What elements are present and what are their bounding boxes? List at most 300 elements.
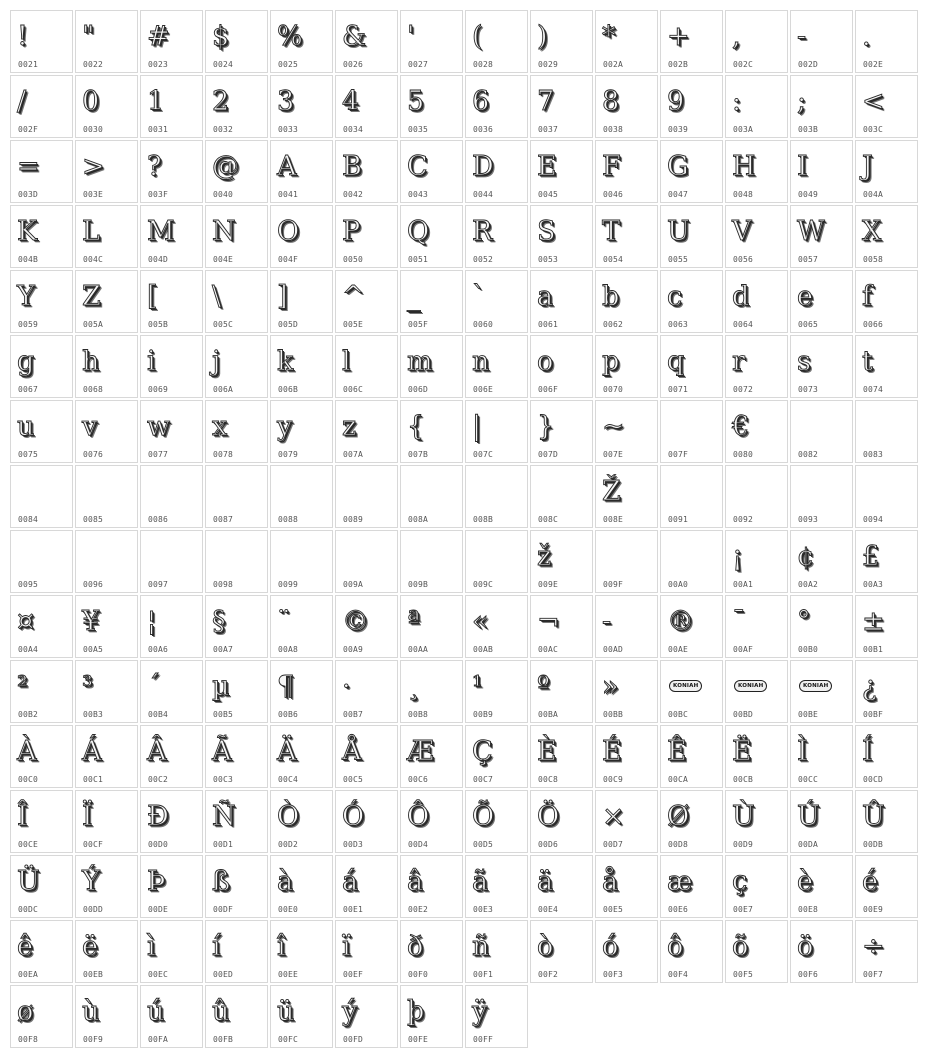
glyph-char: m bbox=[407, 346, 433, 377]
glyph-code: 006D bbox=[408, 385, 429, 394]
glyph-code: 0099 bbox=[278, 580, 299, 589]
glyph-char: g bbox=[17, 346, 35, 377]
glyph-cell bbox=[140, 790, 203, 853]
glyph-code: 005C bbox=[213, 320, 234, 329]
glyph-code: 0074 bbox=[863, 385, 884, 394]
glyph-char: l bbox=[342, 346, 351, 377]
glyph-cell bbox=[10, 725, 73, 788]
glyph-cell bbox=[595, 400, 658, 463]
glyph-code: 009F bbox=[603, 580, 624, 589]
glyph-char: æ bbox=[667, 866, 693, 897]
glyph-code: 00B2 bbox=[18, 710, 39, 719]
glyph-char: ø bbox=[17, 996, 34, 1027]
glyph-char: Ú bbox=[797, 801, 820, 832]
glyph-code: 00DA bbox=[798, 840, 819, 849]
glyph-code: 00DE bbox=[148, 905, 169, 914]
glyph-code: 0057 bbox=[798, 255, 819, 264]
glyph-code: 0043 bbox=[408, 190, 429, 199]
glyph-code: 00C9 bbox=[603, 775, 624, 784]
glyph-char: Ü bbox=[17, 866, 40, 897]
glyph-char: à bbox=[277, 866, 294, 897]
glyph-code: 009A bbox=[343, 580, 364, 589]
glyph-cell bbox=[140, 595, 203, 658]
glyph-code: 00D7 bbox=[603, 840, 624, 849]
glyph-cell bbox=[205, 790, 268, 853]
glyph-cell bbox=[725, 725, 788, 788]
glyph-cell bbox=[595, 595, 658, 658]
glyph-char: 5 bbox=[407, 86, 425, 117]
glyph-cell bbox=[660, 530, 723, 593]
glyph-code: 00B1 bbox=[863, 645, 884, 654]
glyph-code: 0021 bbox=[18, 60, 39, 69]
glyph-code: 00F2 bbox=[538, 970, 559, 979]
glyph-cell bbox=[205, 270, 268, 333]
glyph-cell bbox=[530, 335, 593, 398]
glyph-cell bbox=[140, 270, 203, 333]
glyph-code: 009C bbox=[473, 580, 494, 589]
glyph-cell bbox=[270, 725, 333, 788]
glyph-char: - bbox=[602, 606, 612, 637]
glyph-cell bbox=[75, 75, 138, 138]
glyph-code: 0063 bbox=[668, 320, 689, 329]
glyph-code: 0082 bbox=[798, 450, 819, 459]
glyph-code: 00E7 bbox=[733, 905, 754, 914]
glyph-cell bbox=[75, 140, 138, 203]
glyph-char: ¸ bbox=[407, 671, 421, 702]
glyph-char: · bbox=[342, 671, 351, 702]
glyph-cell bbox=[10, 660, 73, 723]
glyph-char: ¨ bbox=[277, 606, 291, 637]
glyph-code: 00F4 bbox=[668, 970, 689, 979]
glyph-char: µ bbox=[212, 671, 230, 702]
glyph-char: þ bbox=[407, 996, 425, 1027]
glyph-char: 6 bbox=[472, 86, 490, 117]
glyph-code: 005D bbox=[278, 320, 299, 329]
glyph-char: ü bbox=[277, 996, 295, 1027]
glyph-char: = bbox=[17, 151, 40, 182]
glyph-cell bbox=[855, 335, 918, 398]
glyph-code: 00A6 bbox=[148, 645, 169, 654]
glyph-char: ¢ bbox=[797, 541, 815, 572]
glyph-code: 005B bbox=[148, 320, 169, 329]
glyph-char: e bbox=[797, 281, 813, 312]
glyph-char: " bbox=[82, 21, 95, 52]
glyph-code: 00C4 bbox=[278, 775, 299, 784]
glyph-code: 00BC bbox=[668, 710, 689, 719]
glyph-cell bbox=[335, 75, 398, 138]
glyph-cell bbox=[595, 270, 658, 333]
glyph-cell bbox=[75, 400, 138, 463]
glyph-char: 9 bbox=[667, 86, 685, 117]
glyph-char: s bbox=[797, 346, 811, 377]
glyph-cell bbox=[205, 530, 268, 593]
glyph-code: 0092 bbox=[733, 515, 754, 524]
glyph-cell bbox=[335, 205, 398, 268]
glyph-cell bbox=[10, 335, 73, 398]
glyph-code: 006A bbox=[213, 385, 234, 394]
glyph-code: 0088 bbox=[278, 515, 299, 524]
glyph-code: 006C bbox=[343, 385, 364, 394]
glyph-cell bbox=[75, 920, 138, 983]
glyph-cell bbox=[400, 10, 463, 73]
glyph-code: 00C5 bbox=[343, 775, 364, 784]
glyph-cell bbox=[205, 660, 268, 723]
glyph-cell bbox=[855, 270, 918, 333]
glyph-cell bbox=[595, 465, 658, 528]
glyph-code: 0038 bbox=[603, 125, 624, 134]
glyph-code: 002E bbox=[863, 60, 884, 69]
glyph-char: ' bbox=[407, 21, 415, 52]
glyph-cell bbox=[660, 335, 723, 398]
glyph-cell bbox=[595, 205, 658, 268]
glyph-char: Ð bbox=[147, 801, 169, 832]
glyph-char: Ó bbox=[342, 801, 365, 832]
glyph-code: 0046 bbox=[603, 190, 624, 199]
glyph-cell bbox=[855, 400, 918, 463]
glyph-cell bbox=[10, 140, 73, 203]
glyph-code: 0094 bbox=[863, 515, 884, 524]
glyph-code: 00A0 bbox=[668, 580, 689, 589]
glyph-code: 0045 bbox=[538, 190, 559, 199]
glyph-cell bbox=[855, 725, 918, 788]
glyph-code: 00CE bbox=[18, 840, 39, 849]
glyph-char: Ñ bbox=[212, 801, 236, 832]
glyph-code: 00FC bbox=[278, 1035, 299, 1044]
glyph-char: Ù bbox=[732, 801, 755, 832]
glyph-char: ì bbox=[147, 931, 156, 962]
glyph-cell bbox=[140, 855, 203, 918]
glyph-code: 0035 bbox=[408, 125, 429, 134]
glyph-char: È bbox=[537, 736, 557, 767]
glyph-cell bbox=[465, 75, 528, 138]
glyph-char: P bbox=[342, 216, 361, 247]
glyph-code: 00B9 bbox=[473, 710, 494, 719]
glyph-code: 002B bbox=[668, 60, 689, 69]
glyph-cell bbox=[75, 790, 138, 853]
glyph-char: ¦ bbox=[147, 606, 157, 637]
glyph-code: 0096 bbox=[83, 580, 104, 589]
glyph-code: 006E bbox=[473, 385, 494, 394]
glyph-cell bbox=[660, 400, 723, 463]
glyph-code: 008C bbox=[538, 515, 559, 524]
glyph-code: 00C1 bbox=[83, 775, 104, 784]
glyph-cell bbox=[400, 465, 463, 528]
glyph-char: £ bbox=[862, 541, 880, 572]
glyph-cell bbox=[855, 790, 918, 853]
glyph-code: 00E0 bbox=[278, 905, 299, 914]
glyph-char: . bbox=[862, 21, 871, 52]
glyph-char: D bbox=[472, 151, 494, 182]
glyph-cell bbox=[465, 10, 528, 73]
glyph-cell bbox=[400, 790, 463, 853]
glyph-cell bbox=[335, 855, 398, 918]
glyph-code: 00AE bbox=[668, 645, 689, 654]
glyph-code: 0042 bbox=[343, 190, 364, 199]
glyph-cell bbox=[530, 400, 593, 463]
glyph-cell bbox=[790, 855, 853, 918]
glyph-cell bbox=[140, 530, 203, 593]
glyph-char: f bbox=[862, 281, 872, 312]
glyph-code: 009B bbox=[408, 580, 429, 589]
glyph-code: 00C7 bbox=[473, 775, 494, 784]
glyph-char: ° bbox=[797, 606, 811, 637]
glyph-char: B bbox=[342, 151, 362, 182]
glyph-cell bbox=[10, 270, 73, 333]
glyph-code: 0025 bbox=[278, 60, 299, 69]
glyph-cell bbox=[270, 75, 333, 138]
glyph-cell bbox=[660, 855, 723, 918]
glyph-cell bbox=[10, 400, 73, 463]
glyph-char: S bbox=[537, 216, 556, 247]
glyph-char: ` bbox=[472, 281, 486, 312]
glyph-cell bbox=[660, 725, 723, 788]
glyph-cell bbox=[465, 855, 528, 918]
glyph-code: 00AD bbox=[603, 645, 624, 654]
glyph-cell bbox=[140, 400, 203, 463]
glyph-cell bbox=[465, 400, 528, 463]
glyph-code: 0037 bbox=[538, 125, 559, 134]
glyph-char: ä bbox=[537, 866, 554, 897]
glyph-code: 0072 bbox=[733, 385, 754, 394]
glyph-char: Ç bbox=[472, 736, 493, 767]
glyph-char: z bbox=[342, 411, 357, 442]
glyph-code: 0050 bbox=[343, 255, 364, 264]
glyph-code: 0069 bbox=[148, 385, 169, 394]
glyph-cell bbox=[855, 660, 918, 723]
glyph-char: 3 bbox=[277, 86, 295, 117]
glyph-char: ß bbox=[212, 866, 231, 897]
glyph-cell bbox=[205, 465, 268, 528]
glyph-cell bbox=[790, 725, 853, 788]
glyph-code: 00A2 bbox=[798, 580, 819, 589]
glyph-code: 0085 bbox=[83, 515, 104, 524]
glyph-code: 00A3 bbox=[863, 580, 884, 589]
glyph-cell bbox=[465, 465, 528, 528]
glyph-char: Û bbox=[862, 801, 885, 832]
glyph-cell bbox=[335, 400, 398, 463]
glyph-code: 009E bbox=[538, 580, 559, 589]
glyph-code: 00CB bbox=[733, 775, 754, 784]
glyph-code: 0032 bbox=[213, 125, 234, 134]
glyph-cell bbox=[660, 270, 723, 333]
glyph-code: 0054 bbox=[603, 255, 624, 264]
glyph-cell bbox=[75, 855, 138, 918]
glyph-cell bbox=[790, 400, 853, 463]
glyph-char: H bbox=[732, 151, 756, 182]
glyph-char: n bbox=[472, 346, 490, 377]
glyph-cell bbox=[205, 855, 268, 918]
glyph-cell bbox=[855, 530, 918, 593]
glyph-code: 00C6 bbox=[408, 775, 429, 784]
glyph-code: 003F bbox=[148, 190, 169, 199]
glyph-char: & bbox=[342, 21, 367, 52]
glyph-code: 00F1 bbox=[473, 970, 494, 979]
glyph-code: 0044 bbox=[473, 190, 494, 199]
glyph-char: 4 bbox=[342, 86, 360, 117]
glyph-code: 00AB bbox=[473, 645, 494, 654]
glyph-cell bbox=[855, 855, 918, 918]
glyph-code: 00F0 bbox=[408, 970, 429, 979]
glyph-cell bbox=[10, 920, 73, 983]
glyph-char: L bbox=[82, 216, 100, 247]
glyph-char: 0 bbox=[82, 86, 100, 117]
glyph-cell bbox=[400, 660, 463, 723]
glyph-cell bbox=[530, 595, 593, 658]
glyph-code: 00E8 bbox=[798, 905, 819, 914]
glyph-cell bbox=[140, 205, 203, 268]
glyph-char: ~ bbox=[602, 411, 625, 442]
glyph-char: ÿ bbox=[472, 996, 488, 1027]
glyph-char: ÷ bbox=[862, 931, 885, 962]
glyph-code: 007E bbox=[603, 450, 624, 459]
glyph-cell bbox=[10, 790, 73, 853]
glyph-char: ¿ bbox=[862, 671, 877, 702]
glyph-char: v bbox=[82, 411, 98, 442]
glyph-cell bbox=[270, 465, 333, 528]
glyph-char: Ž bbox=[602, 476, 621, 507]
glyph-char: ^ bbox=[342, 281, 365, 312]
glyph-code: 00F3 bbox=[603, 970, 624, 979]
glyph-char: Ö bbox=[537, 801, 560, 832]
glyph-char: R bbox=[472, 216, 493, 247]
glyph-code: 0060 bbox=[473, 320, 494, 329]
glyph-char: i bbox=[147, 346, 156, 377]
glyph-code: 0052 bbox=[473, 255, 494, 264]
glyph-code: 0095 bbox=[18, 580, 39, 589]
glyph-char: Z bbox=[82, 281, 101, 312]
glyph-cell bbox=[855, 465, 918, 528]
glyph-code: 0049 bbox=[798, 190, 819, 199]
glyph-cell bbox=[660, 920, 723, 983]
glyph-cell bbox=[270, 140, 333, 203]
glyph-char: > bbox=[82, 151, 105, 182]
glyph-char: @ bbox=[212, 151, 239, 182]
glyph-cell bbox=[205, 595, 268, 658]
glyph-char: ¡ bbox=[732, 541, 743, 572]
glyph-char: » bbox=[602, 671, 619, 702]
glyph-char: / bbox=[17, 86, 27, 117]
glyph-char: Ê bbox=[667, 736, 687, 767]
glyph-char: Ì bbox=[797, 736, 808, 767]
glyph-char: b bbox=[602, 281, 620, 312]
glyph-char: O bbox=[277, 216, 300, 247]
glyph-code: 006F bbox=[538, 385, 559, 394]
glyph-cell bbox=[335, 335, 398, 398]
glyph-char: p bbox=[602, 346, 620, 377]
glyph-cell bbox=[335, 530, 398, 593]
glyph-cell bbox=[790, 465, 853, 528]
glyph-cell bbox=[75, 270, 138, 333]
glyph-cell bbox=[75, 335, 138, 398]
glyph-code: 0086 bbox=[148, 515, 169, 524]
glyph-cell bbox=[790, 920, 853, 983]
glyph-char: t bbox=[862, 346, 873, 377]
glyph-cell bbox=[75, 985, 138, 1048]
glyph-char: C bbox=[407, 151, 428, 182]
glyph-code: 006B bbox=[278, 385, 299, 394]
glyph-char: × bbox=[602, 801, 625, 832]
glyph-cell bbox=[660, 790, 723, 853]
glyph-code: 0073 bbox=[798, 385, 819, 394]
glyph-cell bbox=[790, 660, 853, 723]
glyph-cell bbox=[465, 920, 528, 983]
glyph-code: 004D bbox=[148, 255, 169, 264]
glyph-cell bbox=[75, 465, 138, 528]
glyph-code: 00A7 bbox=[213, 645, 234, 654]
glyph-cell bbox=[205, 75, 268, 138]
glyph-char: ® bbox=[667, 606, 694, 637]
glyph-cell bbox=[465, 335, 528, 398]
glyph-code: 00E1 bbox=[343, 905, 364, 914]
glyph-cell bbox=[790, 10, 853, 73]
glyph-code: 00B6 bbox=[278, 710, 299, 719]
glyph-cell bbox=[10, 530, 73, 593]
glyph-code: 00EA bbox=[18, 970, 39, 979]
glyph-char: u bbox=[17, 411, 35, 442]
glyph-char: $ bbox=[212, 21, 230, 52]
glyph-code: 00A1 bbox=[733, 580, 754, 589]
glyph-code: 0077 bbox=[148, 450, 169, 459]
glyph-char: ó bbox=[602, 931, 619, 962]
glyph-code: 00E4 bbox=[538, 905, 559, 914]
glyph-char: ð bbox=[407, 931, 424, 962]
glyph-cell bbox=[530, 660, 593, 723]
glyph-cell bbox=[75, 10, 138, 73]
glyph-code: 0048 bbox=[733, 190, 754, 199]
glyph-code: 0087 bbox=[213, 515, 234, 524]
glyph-code: 00BB bbox=[603, 710, 624, 719]
glyph-code: 00F5 bbox=[733, 970, 754, 979]
glyph-cell bbox=[205, 400, 268, 463]
glyph-char: á bbox=[342, 866, 359, 897]
glyph-code: 00CF bbox=[83, 840, 104, 849]
glyph-code: 0028 bbox=[473, 60, 494, 69]
glyph-cell bbox=[10, 465, 73, 528]
glyph-code: 0039 bbox=[668, 125, 689, 134]
glyph-cell bbox=[75, 530, 138, 593]
glyph-char: ± bbox=[862, 606, 885, 637]
glyph-cell bbox=[140, 465, 203, 528]
glyph-char: Õ bbox=[472, 801, 495, 832]
glyph-cell bbox=[660, 660, 723, 723]
glyph-cell bbox=[465, 595, 528, 658]
glyph-char: Ø bbox=[667, 801, 690, 832]
glyph-cell bbox=[465, 140, 528, 203]
glyph-code: 00D5 bbox=[473, 840, 494, 849]
glyph-cell bbox=[855, 595, 918, 658]
glyph-code: 0061 bbox=[538, 320, 559, 329]
glyph-cell bbox=[140, 75, 203, 138]
glyph-cell bbox=[335, 10, 398, 73]
glyph-code: 0078 bbox=[213, 450, 234, 459]
glyph-cell bbox=[855, 10, 918, 73]
glyph-code: 00FF bbox=[473, 1035, 494, 1044]
glyph-code: 007C bbox=[473, 450, 494, 459]
glyph-code: 003D bbox=[18, 190, 39, 199]
glyph-char: Á bbox=[82, 736, 102, 767]
glyph-cell bbox=[725, 855, 788, 918]
glyph-code: 0047 bbox=[668, 190, 689, 199]
glyph-code: 00A5 bbox=[83, 645, 104, 654]
glyph-cell bbox=[270, 400, 333, 463]
glyph-cell bbox=[855, 75, 918, 138]
glyph-cell bbox=[270, 660, 333, 723]
glyph-cell bbox=[595, 530, 658, 593]
glyph-char: ) bbox=[537, 21, 548, 52]
glyph-char: { bbox=[407, 411, 425, 442]
glyph-cell bbox=[530, 725, 593, 788]
glyph-cell bbox=[400, 530, 463, 593]
